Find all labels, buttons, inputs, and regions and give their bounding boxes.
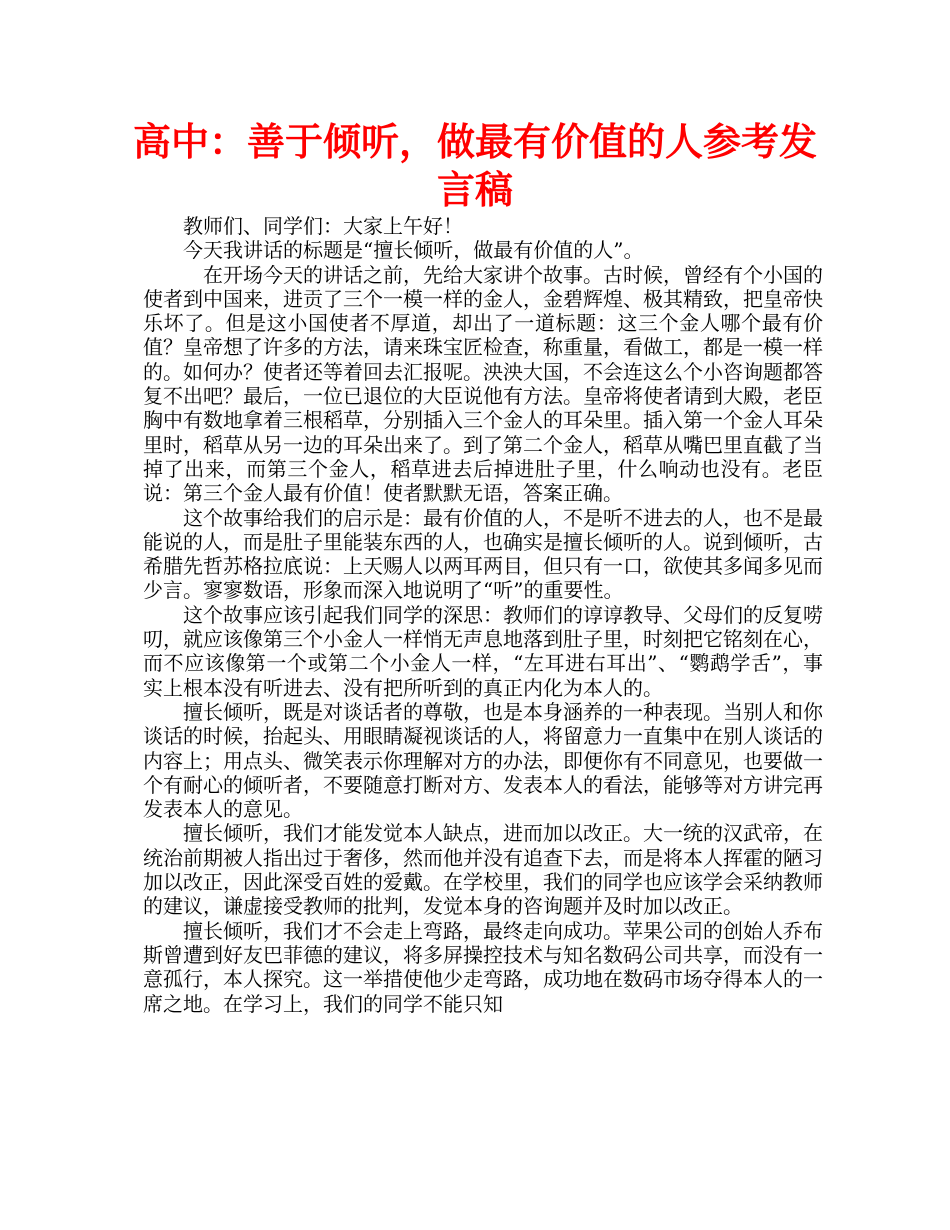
story-paragraph: 在开场今天的讲话之前，先给大家讲个故事。古时候，曾经有个小国的使者到中国来，进贡了三个一模一样的金人，金碧辉煌、极其精致，把皇帝快乐坏了。但是这小国使者不厚道，却出了一道标题：这三个金人哪个最有价值？皇帝想了许多的方法，请来珠宝匠检查，称重量，看做工，都是一模一样的。如何办？使者还等着回去汇报呢。泱泱大国，不会连这么个小咨询题都答复不出吧？最后，一位已退位的大臣说他有方法。皇帝将使者请到大殿，老臣胸中有数地拿着三根稻草，分别插入三个金人的耳朵里。插入第一个金人耳朵里时，稻草从另一边的耳朵出来了。到了第二个金人，稻草从嘴巴里直截了当掉了出来，而第三个金人，稻草进去后掉进肚子里，什么响动也没有。老臣说：第三个金人最有价值！使者默默无语，答案正确。 xyxy=(143,262,823,506)
success-paragraph: 擅长倾听，我们才不会走上弯路，最终走向成功。苹果公司的创始人乔布斯曾遭到好友巴菲德的建议，将多屏操控技术与知名数码公司共享，而没有一意孤行，本人探究。这一举措使他少走弯路，成功地在数码市场夺得本人的一席之地。在学习上，我们的同学不能只知 xyxy=(143,918,823,1016)
self-improvement-paragraph: 擅长倾听，我们才能发觉本人缺点，进而加以改正。大一统的汉武帝，在统治前期被人指出过于奢侈，然而他并没有追查下去，而是将本人挥霍的陋习加以改正，因此深受百姓的爱戴。在学校里，我们的同学也应该学会采纳教师的建议，谦虚接受教师的批判，发觉本身的咨询题并及时加以改正。 xyxy=(143,821,823,919)
document-title: 高中：善于倾听，做最有价值的人参考发言稿 xyxy=(132,120,817,212)
respect-paragraph: 擅长倾听，既是对谈话者的尊敬，也是本身涵养的一种表现。当别人和你谈话的时候，抬起头、用眼睛凝视谈话的人，将留意力一直集中在别人谈话的内容上；用点头、微笑表示你理解对方的办法，即便你有不同意见，也要做一个有耐心的倾听者，不要随意打断对方、发表本人的看法，能够等对方讲完再发表本人的意见。 xyxy=(143,699,823,822)
topic-paragraph: 今天我讲话的标题是“擅长倾听，做最有价值的人”。 xyxy=(183,238,644,263)
lesson-paragraph: 这个故事给我们的启示是：最有价值的人，不是听不进去的人，也不是最能说的人，而是肚子里能装东西的人，也确实是擅长倾听的人。说到倾听，古希腊先哲苏格拉底说：上天赐人以两耳两目，但只有一口，欲使其多闻多见而少言。寥寥数语，形象而深入地说明了“听”的重要性。 xyxy=(143,505,823,603)
greeting-paragraph: 教师们、同学们：大家上午好！ xyxy=(183,214,463,238)
document-body xyxy=(143,214,823,1016)
reflection-paragraph: 这个故事应该引起我们同学的深思：教师们的谆谆教导、父母们的反复唠叨，就应该像第三个小金人一样悄无声息地落到肚子里，时刻把它铭刻在心，而不应该像第一个或第二个小金人一样，“左耳进右耳出”、“鹦鹉学舌”，事实上根本没有听进去、没有把所听到的真正内化为本人的。 xyxy=(143,602,823,700)
